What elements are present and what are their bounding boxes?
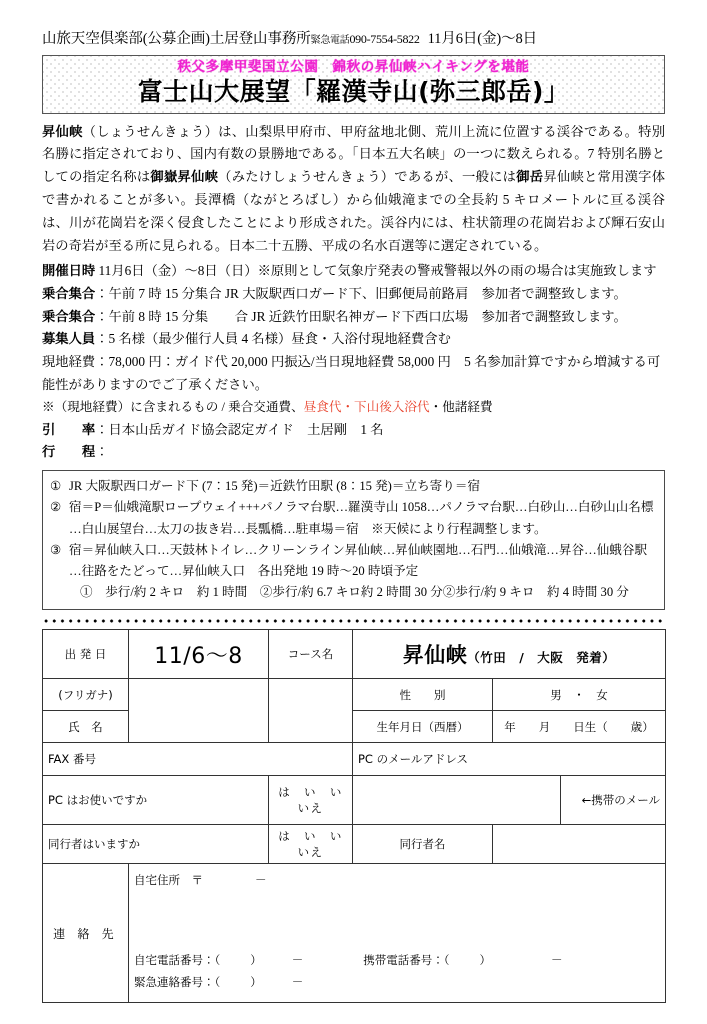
course-name-text: 昇仙峡 <box>402 643 468 668</box>
options-companion[interactable]: は い いいえ <box>269 825 353 864</box>
options-gender[interactable]: 男 ・ 女 <box>493 679 666 711</box>
application-form <box>42 629 666 1003</box>
home-phone-close: ） <box>250 953 262 968</box>
detail-sep-route: ： <box>95 444 109 460</box>
itinerary-text-3-cont: …往路をたどって…昇仙峡入口 各出発地 19 時～20 時頃予定 <box>69 563 419 578</box>
emergency-contact-dash: － <box>291 975 304 990</box>
input-pc-mail[interactable] <box>353 776 561 825</box>
label-companion-name: 同行者名 <box>353 825 493 864</box>
home-address-dash: － <box>255 873 267 888</box>
label-contact: 連 絡 先 <box>43 864 129 1003</box>
label-pc-mail[interactable]: PC のメールアドレス <box>353 743 666 776</box>
detail-row-cost <box>42 351 665 397</box>
name-spacer-cell <box>269 679 353 743</box>
itinerary-text-2-cont: …白山展望台…太刀の抜き岩…長瓢橋…駐車場＝宿 ※天候により行程調整します。 <box>69 521 547 536</box>
detail-value-meet2: 午前 8 時 15 分集 合 JR 近鉄竹田駅名神ガード下西口広場 参加者で調整致します。 <box>108 308 627 324</box>
organizer-name: 山旅天空倶楽部(公募企画)土居登山事務所 <box>42 31 311 47</box>
detail-list <box>42 260 665 465</box>
label-fax[interactable]: FAX 番号 <box>43 743 353 776</box>
detail-label-meet2: 乗合集合 <box>42 308 96 324</box>
label-gender: 性 別 <box>353 679 493 711</box>
detail-label-guide: 引 率 <box>42 421 96 437</box>
form-row-pc-usage <box>43 776 666 825</box>
intro-paragraph: 昇仙峡（しょうせんきょう）は、山梨県甲府市、甲府盆地北側、荒川上流に位置する渓谷である。特別名勝に指定されており、国内有数の景勝地である。「日本五大名峡」の一つに数えられる。7 特別名勝としての指定名称は御嶽昇仙峡（みたけしょうせんきょう）であるが、一般には御岳昇仙峡と常用漢字体で書かれることが多い。長潭橋（ながとろばし）から仙娥滝までの全長約 5 キロメートルに亘る渓谷は、川が花崗岩を深く侵食したことにより形成された。渓谷内には、柱状箭理の花崗岩および輝石安山岩の奇岩が至る所に見られる。日本二十五勝、平成の名水百選等に選定されている。 <box>42 123 666 253</box>
options-pc-usage[interactable]: は い いいえ <box>269 776 353 825</box>
detail-row-capacity <box>42 328 665 351</box>
detail-value-meet1: 午前 7 時 15 分集合 JR 大阪駅西口ガード下、旧郵便局前路肩 参加者で調整致します。 <box>108 285 627 301</box>
walk-times-line: ① 歩行/約 2 キロ 約 1 時間 ②歩行/約 6.7 キロ約 2 時間 30 分②歩行/約 9 キロ 約 4 時間 30 分 <box>80 585 629 600</box>
home-address-label-text: 自宅住所 〒 <box>134 873 203 888</box>
includes-note-highlight: 昼食代・下山後入浴代 <box>303 399 430 414</box>
organizer-line <box>42 0 665 47</box>
itinerary-text-2: 宿＝P＝仙娥滝駅ロープウェイ+++パノラマ台駅…羅漢寺山 1058…パノラマ台駅…白砂山…白砂山山名標 <box>69 500 654 515</box>
mobile-phone-dash: － <box>551 953 563 968</box>
label-course-name: コース名 <box>269 630 353 679</box>
detail-sep-capacity: ： <box>95 331 109 347</box>
itinerary-number-3: ③ <box>50 542 62 557</box>
includes-note <box>42 397 665 419</box>
itinerary-row-3 <box>50 540 657 561</box>
detail-row-guide <box>42 419 665 442</box>
page-title: 富士山大展望「羅漢寺山(弥三郎岳)」 <box>137 77 570 107</box>
detail-sep-guide: ： <box>95 421 109 437</box>
form-row-departure <box>43 630 666 679</box>
header-dates: 11月6日(金)～8日 <box>427 31 538 47</box>
label-companion: 同行者はいますか <box>43 825 269 864</box>
detail-row-date <box>42 260 665 283</box>
form-row-companion <box>43 825 666 864</box>
emergency-phone-number: 090-7554-5822 <box>349 32 420 46</box>
row-emergency-contact[interactable] <box>134 972 660 994</box>
form-row-furigana-gender <box>43 679 666 711</box>
detail-label-cost: 現地経費 <box>42 354 96 370</box>
label-emergency-contact: 緊急連絡番号：（ <box>134 975 221 990</box>
label-furigana: (フリガナ) <box>43 679 129 711</box>
detail-row-meet2 <box>42 306 665 329</box>
emergency-contact-close: ） <box>250 975 262 990</box>
itinerary-number-2: ② <box>50 500 62 515</box>
label-mobile-phone: 携帯電話番号：（ <box>363 953 450 968</box>
value-course-name <box>353 630 666 679</box>
input-birthdate[interactable]: 年 月 日生（ 歳） <box>493 711 666 743</box>
emergency-phone-label: 緊急電話 <box>310 35 350 46</box>
form-row-contact <box>43 864 666 1003</box>
value-departure-date[interactable]: 11/6～8 <box>129 630 269 679</box>
itinerary-row-1 <box>50 476 657 497</box>
detail-row-route <box>42 441 665 464</box>
input-companion-name[interactable] <box>493 825 666 864</box>
itinerary-text-3: 宿＝昇仙峡入口…天鼓林トイレ…クリーンライン昇仙峡…昇仙峡園地…石門…仙娥滝…昇谷…仙蛾谷駅 <box>69 542 648 557</box>
itinerary-number-1: ① <box>50 479 62 494</box>
label-home-address[interactable] <box>134 872 660 888</box>
includes-note-suffix: ・他諸経費 <box>429 399 493 414</box>
title-box <box>42 55 665 114</box>
contact-detail-block <box>129 864 666 1003</box>
note-mobile-mail: ←携帯のメール <box>561 776 666 825</box>
label-home-phone: 自宅電話番号：（ <box>134 953 221 968</box>
includes-note-prefix: ※（現地経費）に含まれるもの / 乗合交通費、 <box>42 399 304 414</box>
input-name[interactable] <box>129 679 269 743</box>
detail-label-meet1: 乗合集合 <box>42 285 96 301</box>
detail-value-guide: 日本山岳ガイド協会認定ガイド 土居剛 1 名 <box>108 421 384 437</box>
label-pc-usage: PC はお使いですか <box>43 776 269 825</box>
detail-value-capacity: 5 名様（最少催行人員 4 名様）昼食・入浴付現地経費含む <box>108 331 451 347</box>
label-birthdate: 生年月日（西暦） <box>353 711 493 743</box>
dotted-divider <box>42 619 665 623</box>
title-subtitle: 秩父多摩甲斐国立公園 錦秋の昇仙峡ハイキングを堪能 <box>177 58 530 75</box>
label-name: 氏 名 <box>43 711 129 743</box>
form-row-fax-mail <box>43 743 666 776</box>
detail-sep-meet2: ： <box>95 308 109 324</box>
detail-value-date: 11月6日（金）～8日（日）※原則として気象庁発表の警戒警報以外の雨の場合は実施致します <box>98 262 657 278</box>
label-departure-date: 出 発 日 <box>43 630 129 679</box>
home-phone-dash: － <box>291 953 304 968</box>
detail-sep-cost: ： <box>95 354 109 370</box>
detail-row-meet1 <box>42 283 665 306</box>
itinerary-box <box>42 470 665 610</box>
itinerary-text-1: JR 大阪駅西口ガード下 (7：15 発)＝近鉄竹田駅 (8：15 発)＝立ち寄り＝宿 <box>69 479 481 494</box>
row-phone-numbers[interactable] <box>134 950 660 972</box>
detail-label-capacity: 募集人員 <box>42 331 96 347</box>
mobile-phone-close: ） <box>479 953 491 968</box>
detail-sep-meet1: ： <box>95 285 109 301</box>
course-name-paren: （竹田 / 大阪 発着） <box>467 650 616 666</box>
detail-value-cost: 78,000 円：ガイド代 20,000 円振込/当日現地経費 58,000 円 5 名参加計算ですから増減する可能性がありますのでご了承ください。 <box>42 354 661 393</box>
detail-label-date: 開催日時 <box>42 262 96 278</box>
detail-label-route: 行 程 <box>42 444 96 460</box>
itinerary-row-2 <box>50 497 657 518</box>
